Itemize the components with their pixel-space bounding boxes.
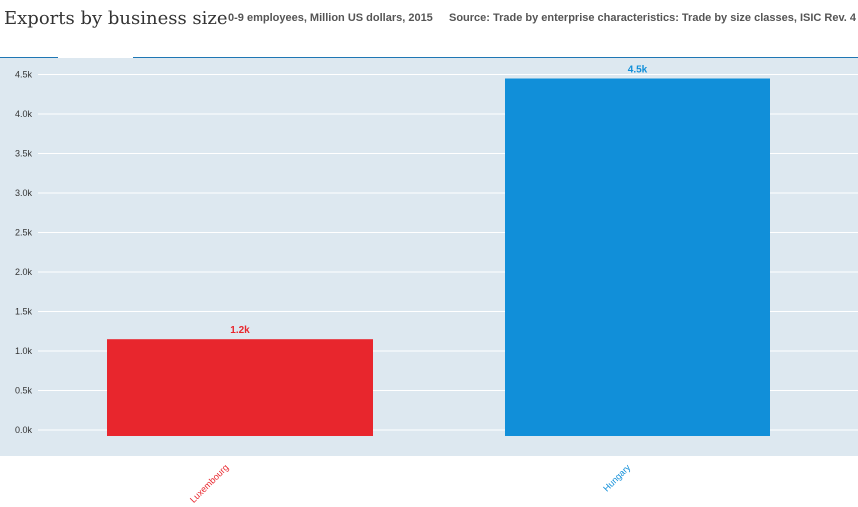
y-tick-label-1: 0.5k [14,385,32,396]
data-label-hungary: 4.5k [627,64,648,76]
y-tick-label-5: 2.5k [14,227,32,238]
bar-luxembourg [107,339,373,436]
data-label-luxembourg: 1.2k [230,325,250,337]
y-tick-label-8: 4.0k [14,109,32,119]
x-tick-label-hungary: Hungary [601,462,633,494]
x-tick-label-luxembourg: Luxembourg [187,462,231,505]
y-tick-label-2: 1.0k [14,346,32,356]
y-tick-label-4: 2.0k [14,267,32,277]
chart-title: Exports by business size [4,8,228,29]
y-tick-label-7: 3.5k [14,148,32,159]
y-tick-label-6: 3.0k [14,188,32,198]
bar-hungary [505,79,770,437]
y-tick-label-9: 4.5k [14,69,32,80]
y-tick-label-0: 0.0k [14,425,32,435]
chart-subtitle: 0-9 employees, Million US dollars, 2015 [228,12,433,24]
y-tick-label-3: 1.5k [14,306,32,317]
chart-source: Source: Trade by enterprise characteristics: Trade by size classes, ISIC Rev. 4 [449,12,856,24]
